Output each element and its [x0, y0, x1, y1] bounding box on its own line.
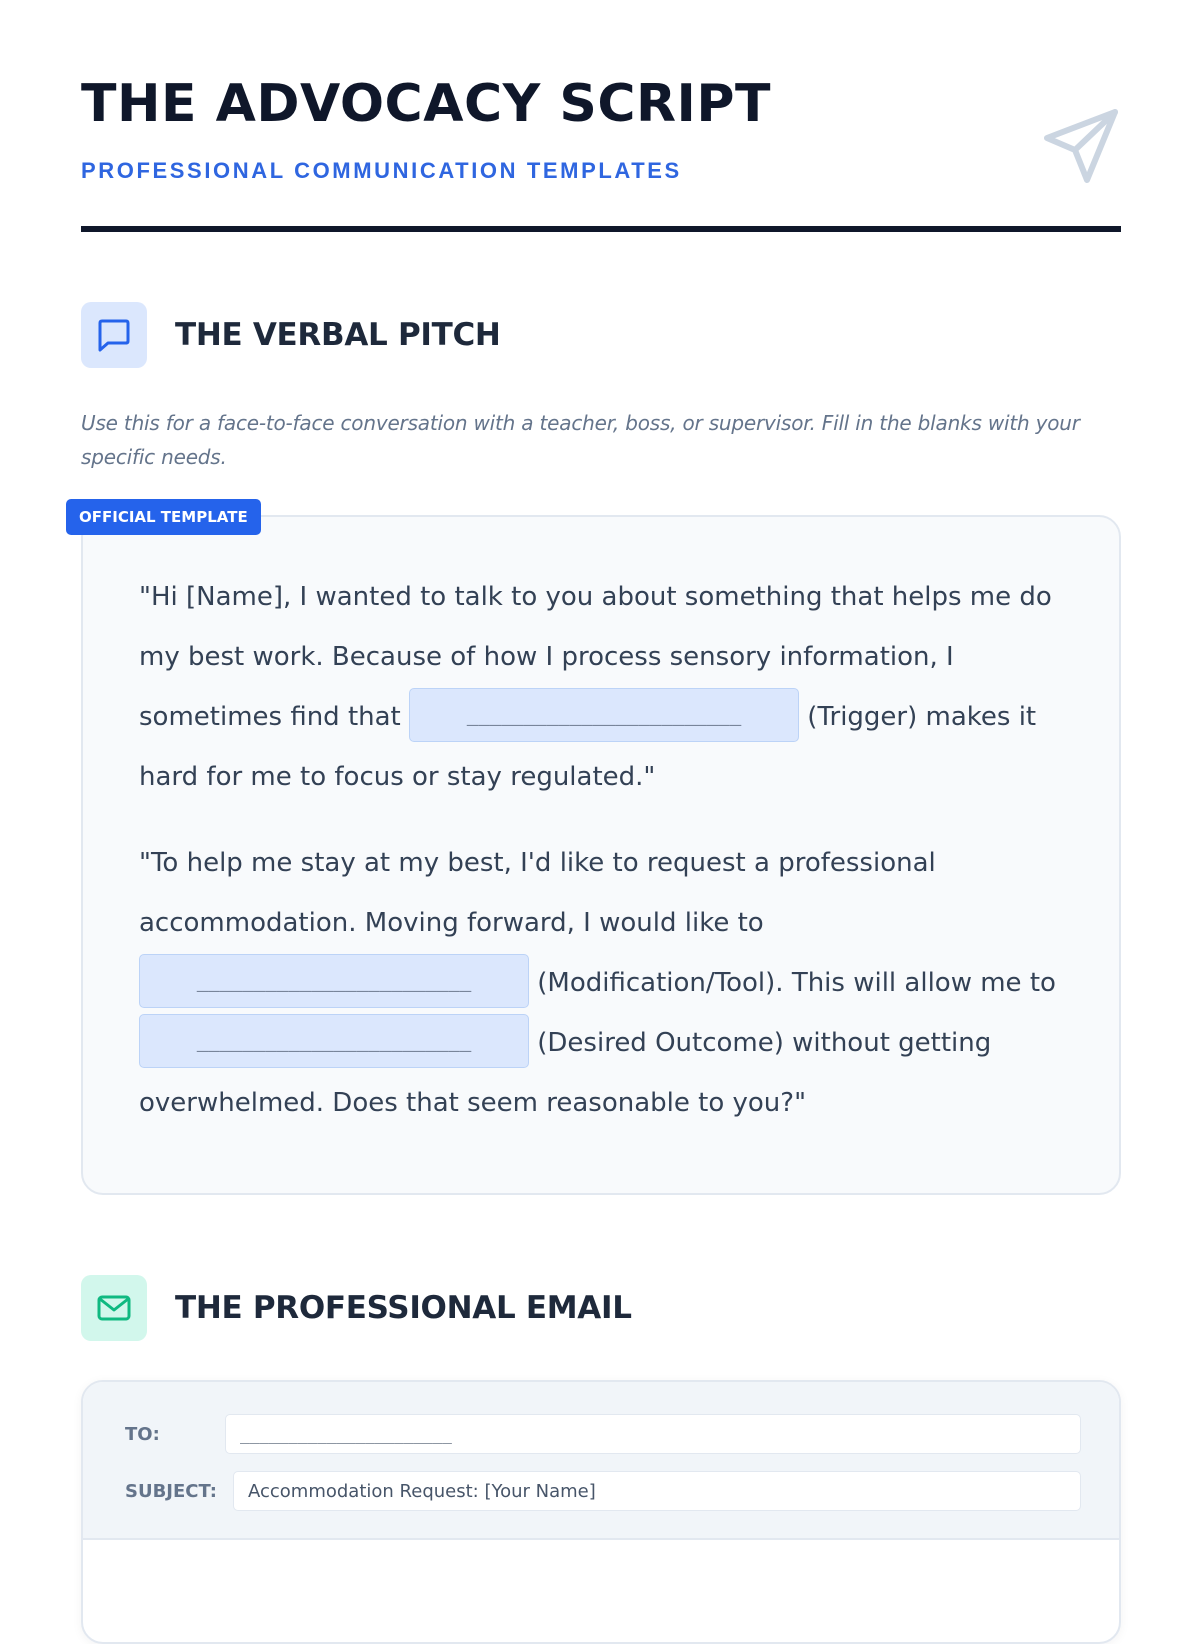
trigger-blank[interactable]: ________________________: [409, 688, 799, 742]
script-text: (Trigger) makes it hard for me to focus or stay regulated.": [139, 702, 1037, 792]
script-text: "Hi [Name], I wanted to talk to you about something that helps me do my best work. Because of how I process sensory information, I sometimes find that: [139, 582, 1052, 732]
script-paragraph-2: [139, 833, 1069, 1133]
script-paragraph-1: [139, 567, 1069, 807]
mail-icon: [95, 1289, 133, 1327]
email-subject-row: [125, 1471, 1081, 1511]
mail-icon-box: [81, 1275, 147, 1341]
send-icon: [1041, 106, 1121, 186]
verbal-pitch-intro: Use this for a face-to-face conversation with a teacher, boss, or supervisor. Fill in the blanks with your specific needs.: [81, 411, 1080, 469]
verbal-pitch-template-card: [79, 508, 1121, 1195]
page-title: THE ADVOCACY SCRIPT: [81, 74, 771, 134]
script-text: (Desired Outcome) without getting overwhelmed. Does that seem reasonable to you?": [139, 1028, 992, 1118]
official-template-badge: OFFICIAL TEMPLATE: [66, 499, 261, 535]
email-to-label: TO:: [125, 1423, 160, 1445]
email-to-row: [125, 1414, 1081, 1454]
verbal-pitch-heading: [81, 302, 501, 368]
email-subject-label: SUBJECT:: [125, 1480, 217, 1502]
email-to-field[interactable]: ______________________: [225, 1414, 1081, 1454]
professional-email-title: THE PROFESSIONAL EMAIL: [175, 1290, 632, 1326]
header-divider: [81, 226, 1121, 232]
page-header: [81, 0, 1121, 236]
chat-bubble-icon-box: [81, 302, 147, 368]
page: [79, 0, 1121, 1502]
chat-bubble-icon: [95, 316, 133, 354]
modification-blank[interactable]: ________________________: [139, 954, 529, 1008]
email-template-card: [81, 1380, 1121, 1644]
script-text: "To help me stay at my best, I'd like to request a professional accommodation. Moving forward, I would like to: [139, 848, 936, 938]
email-header: [83, 1382, 1119, 1540]
professional-email-heading: [81, 1275, 632, 1341]
page-subtitle: PROFESSIONAL COMMUNICATION TEMPLATES: [81, 158, 682, 183]
desired-outcome-blank[interactable]: ________________________: [139, 1014, 529, 1068]
verbal-pitch-title: THE VERBAL PITCH: [175, 317, 501, 353]
email-subject-field[interactable]: Accommodation Request: [Your Name]: [233, 1471, 1081, 1511]
verbal-pitch-script: [139, 567, 1069, 1159]
script-text: (Modification/Tool). This will allow me to: [529, 968, 1056, 998]
